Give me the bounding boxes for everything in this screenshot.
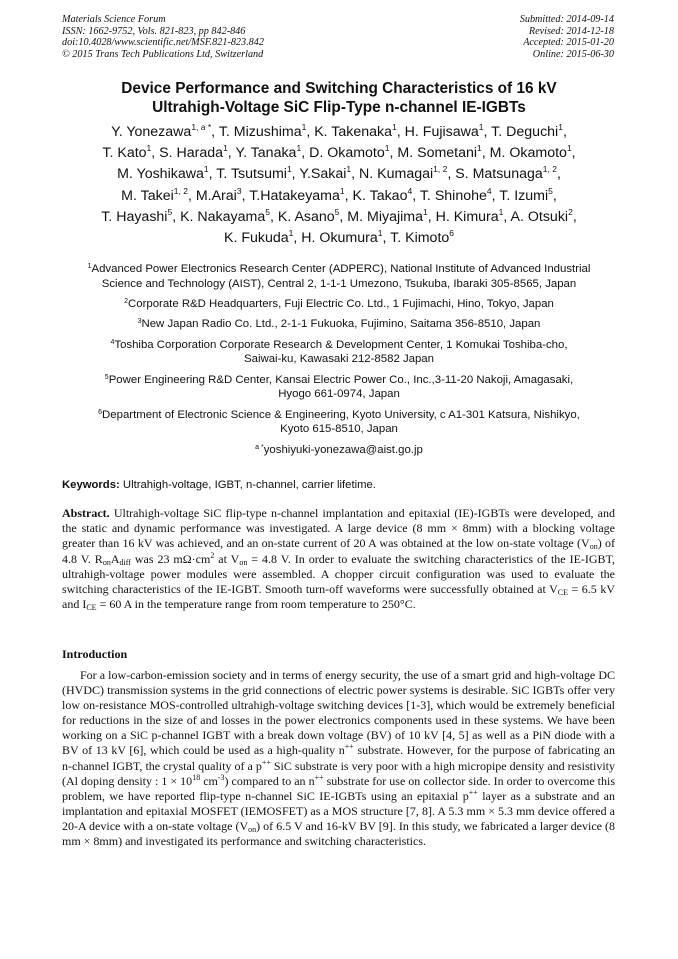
author-name: K. Fukuda [223, 230, 289, 247]
author-name: T.Hatakeyama [249, 187, 340, 204]
author-affiliation-mark: 1 [384, 143, 390, 154]
affiliation-line: Hyogo 661-0974, Japan [278, 388, 400, 401]
author-name: M. Takei [121, 187, 174, 204]
affiliation-text: Department of Electronic Science & Engineering, Kyoto University, c A1-301 Katsura, Nishikyo, [102, 408, 580, 421]
author-name: H. Okumura [301, 230, 378, 247]
author-line: Y. Yonezawa$^{1, a *}$, T. Mizushima$^1$, K. Takenaka$^1$, H. Fujisawa$^1$, T. Deguchi$^1$, [111, 122, 567, 140]
author [102, 145, 151, 161]
author-affiliation-mark: 1 [223, 143, 228, 154]
author [216, 166, 291, 182]
superscript: ++ [314, 772, 324, 782]
author-list [34, 122, 644, 249]
author-affiliation-mark: 1 [301, 122, 307, 132]
author-name: K. Asano [277, 208, 335, 225]
affiliation-list [40, 262, 638, 463]
submitted-date: Submitted: 2014-09-14 [519, 14, 614, 25]
title-line-2: Ultrahigh-Voltage SiC Flip-Type n-channel IE-IGBTs [152, 98, 526, 116]
affiliation-line [40, 262, 638, 277]
author-affiliation-mark: 1, 2 [173, 185, 188, 196]
affiliation-line [40, 317, 638, 332]
author-affiliation-mark: 5 [548, 185, 553, 196]
keywords-text: Ultrahigh-voltage, IGBT, n-channel, carrier lifetime. [119, 479, 376, 491]
affiliation [40, 317, 638, 332]
affiliation-number: 5 [104, 373, 109, 381]
author-affiliation-mark: 1 [339, 185, 345, 196]
author [224, 230, 293, 246]
author-name: M. Miyajima [347, 208, 423, 225]
paper-title [40, 80, 638, 117]
abstract [62, 506, 615, 612]
author-name: M. Yoshikawa [117, 166, 204, 183]
title-line-1: Device Performance and Switching Characteristics of 16 kV [121, 80, 557, 97]
subscript: CE [86, 603, 97, 613]
affiliation-text: New Japan Radio Co. Ltd., 2-1-1 Fukuoka, Fujimino, Saitama 356-8510, Japan [141, 318, 541, 331]
author-affiliation-mark: 1 [478, 122, 484, 132]
author-line: K. Fukuda$^1$, H. Okumura$^1$, T. Kimoto$^6$ [223, 228, 455, 247]
affiliation-number: 6 [98, 408, 103, 416]
superscript: 2 [210, 550, 215, 560]
author [490, 145, 572, 161]
author [117, 166, 209, 182]
author-affiliation-mark: 1 [346, 164, 352, 175]
email-address: yoshiyuki-yonezawa@aist.go.jp [263, 443, 423, 456]
author-affiliation-mark: 1 [377, 228, 383, 239]
author-affiliation-mark: 3 [236, 185, 242, 196]
author-affiliation-mark: 5 [265, 206, 270, 217]
author-name: T. Shinohe [419, 187, 487, 204]
author [277, 206, 340, 225]
affiliation-text: Advanced Power Electronics Research Center (ADPERC), National Institute of Advanced Industrial [91, 263, 591, 275]
online-date: Online: 2015-06-30 [532, 48, 614, 60]
email-mark: a * [255, 443, 264, 451]
affiliation-line [40, 297, 638, 312]
affiliation [40, 297, 638, 312]
author [121, 185, 188, 204]
author-affiliation-mark: 4 [407, 185, 413, 196]
affiliation-line: Science and Technology (AIST), Central 2, 1-1-1 Umezono, Tsukuba, Ibaraki 305-8565, Japan [101, 277, 577, 290]
subscript: on [102, 557, 111, 567]
author [309, 145, 389, 161]
author-line: M. Yoshikawa$^1$, T. Tsutsumi$^1$, Y.Sakai$^1$, N. Kumagai$^{1, 2}$, S. Matsunaga$^{1, 2}$, [117, 164, 561, 183]
affiliation-number: 3 [137, 318, 142, 326]
superscript: -3 [217, 772, 225, 782]
author-affiliation-mark: 1, 2 [433, 164, 448, 175]
author [352, 185, 413, 204]
author-affiliation-mark: 1 [296, 143, 302, 154]
abstract-text: Ultrahigh-voltage SiC flip-type n-channel implantation and epitaxial (IE)-IGBTs were developed, and the static and dynamic performance was investigated. A large device (8 mm × 8mm) with a blocking voltage greater than 16 kV was achieved, and an on-state current of 20 A was obtained at the low on-state voltage $(V_{on})$ of 4.8 V. $R_{on}A_{diff}$ was 23 $m\Omega\cdot cm^2$ at $V_{on} = 4.8$ V. In order to evaluate the switching characteristics of the IE-IGBT, ultrahigh-voltage power modules were assembled. A chopper circuit configuration was used to evaluate the switching characteristics of the IE-IGBT. Smooth turn-off waveforms were successfully obtained at $V_{CE} = 6.5$ kV and $I_{CE} = 60$ A in the temperature range from room temperature to 250°C. [62, 506, 616, 613]
subscript: on [589, 542, 598, 552]
author [359, 166, 447, 182]
author [390, 230, 454, 246]
author-name: S. Harada [159, 145, 224, 162]
author-name: T. Kimoto [390, 230, 450, 247]
author-name: Y. Tanaka [235, 145, 297, 162]
affiliation-number: 1 [87, 263, 92, 270]
author-name: T. Kato [102, 145, 147, 162]
author [159, 145, 228, 161]
author-name: T. Mizushima [218, 124, 302, 140]
affiliation-text: Corporate R&D Headquarters, Fuji Electric Co. Ltd., 1 Fujimachi, Hino, Tokyo, Japan [128, 297, 554, 310]
author-name: A. Otsuki [510, 208, 569, 225]
affiliation-number: 4 [110, 338, 115, 346]
affiliation-text: Toshiba Corporation Corporate Research & Development Center, 1 Komukai Toshiba-cho, [114, 338, 568, 351]
subscript: CE [557, 588, 568, 598]
author-name: M. Sometani [397, 145, 478, 162]
author [314, 124, 397, 140]
subscript: on [239, 557, 248, 567]
affiliation [40, 338, 638, 367]
author-line: M. Takei$^{1, 2}$, M.Arai$^3$, T.Hatakeyama$^1$, K. Takao$^4$, T. Shinohe$^4$, T. Izumi$^5$, [121, 185, 557, 204]
superscript: 18 [192, 772, 201, 782]
author-affiliation-mark: 1 [286, 164, 292, 175]
author [435, 206, 504, 225]
author [101, 206, 173, 225]
author-affiliation-mark: 1 [558, 122, 563, 132]
author-affiliation-mark: 1 [288, 228, 294, 239]
author-affiliation-mark: 1 [422, 206, 428, 217]
author [235, 145, 301, 161]
author-affiliation-mark: 5 [334, 206, 340, 217]
author [455, 166, 557, 182]
author [180, 206, 270, 225]
author [510, 206, 573, 225]
corresponding-email [40, 443, 638, 458]
revised-date: Revised: 2014-12-18 [528, 25, 614, 37]
author [301, 230, 382, 246]
author-name: H. Kimura [435, 208, 499, 225]
affiliation-line [40, 373, 638, 388]
author-affiliation-mark: 1 [146, 143, 152, 154]
author-affiliation-mark: 1, a * [191, 122, 212, 132]
issn-line: ISSN: 1662-9752, Vols. 821-823, pp 842-846 [62, 25, 246, 37]
author-name: T. Hayashi [101, 208, 168, 225]
author [249, 185, 345, 204]
affiliation-text: Power Engineering R&D Center, Kansai Electric Power Co., Inc.,3-11-20 Nakoji, Amagasaki, [108, 373, 574, 386]
author-name: Y.Sakai [299, 166, 347, 183]
superscript: ++ [468, 787, 478, 797]
introduction-heading: Introduction [62, 647, 128, 661]
superscript: ++ [344, 742, 354, 752]
accepted-date: Accepted: 2015-01-20 [523, 37, 614, 49]
doi-line: doi:10.4028/www.scientific.net/MSF.821-823.842 [62, 37, 264, 49]
author-name: T. Tsutsumi [216, 166, 287, 183]
author-name: N. Kumagai [359, 166, 434, 183]
author-name: K. Nakayama [180, 208, 266, 225]
author-name: H. Fujisawa [404, 124, 479, 140]
author-name: M.Arai [195, 187, 237, 204]
author-name: K. Takenaka [314, 124, 393, 140]
author-affiliation-mark: 4 [486, 185, 492, 196]
author-affiliation-mark: 1 [203, 164, 209, 175]
superscript: ++ [261, 757, 271, 767]
author-line: T. Kato$^1$, S. Harada$^1$, Y. Tanaka$^1$, D. Okamoto$^1$, M. Sometani$^1$, M. Okamoto$^1$, [102, 143, 576, 162]
copyright-line: © 2015 Trans Tech Publications Ltd, Switzerland [62, 48, 264, 60]
journal-name: Materials Science Forum [62, 14, 166, 25]
subscript: diff [119, 557, 131, 567]
affiliation-line: Saiwai-ku, Kawasaki 212-8582 Japan [244, 353, 434, 366]
keywords-label: Keywords: [62, 479, 120, 491]
affiliation-line: Kyoto 615-8510, Japan [280, 423, 398, 436]
author [347, 206, 428, 225]
dates-info [520, 14, 614, 60]
author [405, 124, 484, 140]
affiliation-number: 2 [124, 297, 129, 305]
affiliation-line [40, 408, 638, 423]
journal-info [62, 14, 264, 60]
author-affiliation-mark: 1 [566, 143, 572, 154]
subscript: on [248, 824, 257, 834]
author-affiliation-mark: 2 [568, 206, 573, 217]
author-affiliation-mark: 5 [167, 206, 173, 217]
affiliation [40, 408, 638, 437]
author [195, 185, 242, 204]
author-name: D. Okamoto [309, 145, 385, 162]
author [499, 185, 553, 204]
author-name: S. Matsunaga [455, 166, 543, 183]
affiliation-line [40, 338, 638, 353]
keywords [62, 478, 622, 492]
introduction-text: For a low-carbon-emission society and in terms of energy security, the use of a smart grid and high-voltage DC (HVDC) transmission systems in the grid connections of electric power systems is desirable. SiC IGBTs offer very low on-resistance MOS-controlled ultrahigh-voltage switching devices [1-3], which would be extremely beneficial for reductions in the size of and losses in the power electronics components used in these systems. We have been working on a SiC p-channel IGBT with a break down voltage (BV) of 10 kV [4, 5] as well as a PiN diode with a BV of 13 kV [6], which could be used as a high-quality n++ substrate. However, for the purpose of fabricating an n-channel IGBT, the crystal quality of a p++ SiC substrate is very poor with a high micropipe density and resistivity (Al doping density : $1 \times 10^{18}$ $cm^{-3}$) compared to an n++ substrate for use on collector side. In order to overcome this problem, we have reported flip-type n-channel SiC IE-IGBTs using an epitaxial p++ layer as a substrate and an implantation and epitaxial MOSFET (IEMOSFET) as a MOS structure [7, 8]. A 5.3 mm × 5.3 mm device offered a 20-A device with a on-state voltage $(V_{on})$ of 6.5 V and 16-kV BV [9]. In this study, we fabricated a larger device (8 mm × 8mm) and investigated its performance and switching characteristics. [62, 668, 616, 849]
author-affiliation-mark: 1, 2 [542, 164, 557, 175]
author-name: K. Takao [352, 187, 408, 204]
author [219, 124, 307, 140]
author-line: T. Hayashi$^5$, K. Nakayama$^5$, K. Asano$^5$, M. Miyajima$^1$, H. Kimura$^1$, A. Otsuki$^2$, [101, 206, 577, 225]
affiliation [40, 262, 638, 291]
author [491, 124, 563, 140]
author-name: M. Okamoto [489, 145, 567, 162]
author-name: Y. Yonezawa [111, 124, 192, 140]
author-affiliation-mark: 6 [449, 228, 455, 239]
author-name: T. Izumi [499, 187, 549, 204]
author [299, 166, 351, 182]
abstract-label: Abstract. [62, 506, 110, 520]
author-affiliation-mark: 1 [477, 143, 482, 154]
author-affiliation-mark: 1 [498, 206, 504, 217]
author-name: T. Deguchi [491, 124, 559, 140]
author [419, 185, 492, 204]
author-affiliation-mark: 1 [392, 122, 397, 132]
affiliation [40, 373, 638, 402]
author [111, 124, 211, 140]
author [397, 145, 481, 161]
